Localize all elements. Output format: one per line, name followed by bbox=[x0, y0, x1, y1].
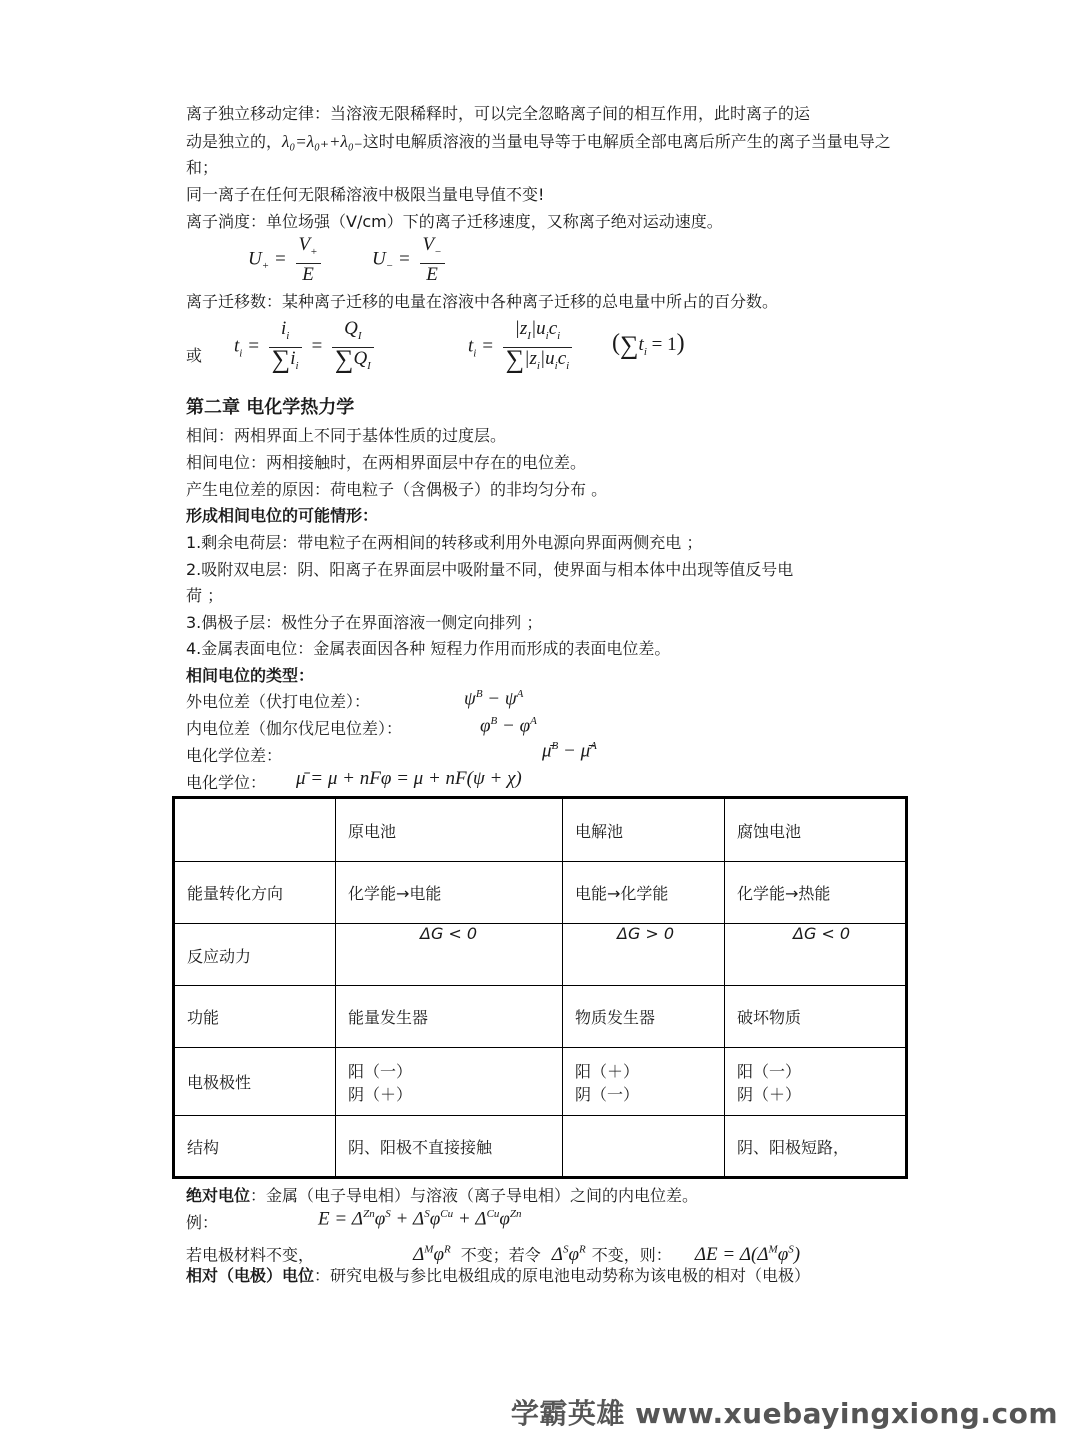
inner-potential-formula: $\varphi^B - \varphi^A$ bbox=[480, 715, 537, 737]
metal-solution-potential: $\Delta^M\varphi^R$ bbox=[413, 1244, 451, 1266]
heading-types: 相间电位的类型： bbox=[186, 666, 315, 685]
intro-line-6: 离子迁移数：某种离子迁移的电量在溶液中各种离子迁移的总电量中所占的百分数。 bbox=[186, 292, 779, 311]
transference-formula-2: $t_i$ = $\frac{|z_I|u_ic_i}{\sum|z_i|u_ic_i}$ bbox=[468, 318, 576, 377]
or-label: 或 bbox=[186, 346, 203, 365]
table-cell: 阴、阳极不直接接触 bbox=[336, 1116, 563, 1178]
absolute-potential-line: 绝对电位：金属（电子导电相）与溶液（离子导电相）之间的内电位差。 bbox=[186, 1186, 699, 1205]
table-cell: 阴、阳极短路， bbox=[725, 1116, 907, 1178]
relative-potential-line: 相对（电极）电位：研究电极与参比电极组成的原电池电动势称为该电极的相对（电极） bbox=[186, 1266, 811, 1285]
table-row bbox=[174, 1116, 907, 1178]
row-label: 电极极性 bbox=[174, 1048, 336, 1116]
transference-sum-formula: $(\sum t_i = 1)$ bbox=[612, 330, 685, 360]
row-label: 反应动力 bbox=[174, 924, 336, 986]
row-label: 功能 bbox=[174, 986, 336, 1048]
type-electrochem-diff: 电化学位差： bbox=[186, 746, 283, 765]
row-label: 能量转化方向 bbox=[174, 862, 336, 924]
chapter-title: 第二章 电化学热力学 bbox=[186, 397, 355, 418]
cell-comparison-table bbox=[172, 796, 908, 1179]
row-label: 结构 bbox=[174, 1116, 336, 1178]
table-cell: 化学能→热能 bbox=[725, 862, 907, 924]
mobility-formula-minus: $U_-$ = $\frac{V_-}{E}$ bbox=[372, 234, 449, 286]
site-watermark: 学霸英雄 www.xuebayingxiong.com bbox=[510, 1397, 1058, 1430]
table-cell: 物质发生器 bbox=[563, 986, 725, 1048]
lambda-formula: λ₀=λ₀₊+λ₀₋ bbox=[282, 132, 363, 151]
case-2b: 荷 ； bbox=[186, 586, 224, 605]
def-phase: 相间：两相界面上不同于基体性质的过度层。 bbox=[186, 426, 507, 445]
table-cell: ΔG < 0 bbox=[336, 924, 563, 986]
table-cell: ΔG < 0 bbox=[725, 924, 907, 986]
delta-e-formula: $\Delta E = \Delta(\Delta^M\varphi^S)$ bbox=[694, 1244, 801, 1266]
def-cause: 产生电位差的原因：荷电粒子（含偶极子）的非均匀分布 。 bbox=[186, 480, 608, 499]
outer-potential-formula: $\psi^B - \psi^A$ bbox=[464, 688, 524, 710]
intro-line-3: 和； bbox=[186, 158, 219, 177]
table-cell: 能量发生器 bbox=[336, 986, 563, 1048]
table-cell: 电能→化学能 bbox=[563, 862, 725, 924]
table-cell: 阳（一） 阴（＋） bbox=[336, 1048, 563, 1116]
table-cell: 阳（＋） 阴（一） bbox=[563, 1048, 725, 1116]
intro-line-5: 离子淌度：单位场强（V/cm）下的离子迁移速度，又称离子绝对运动速度。 bbox=[186, 212, 723, 231]
table-header-cell: 原电池 bbox=[336, 798, 563, 862]
intro-line-4: 同一离子在任何无限稀溶液中极限当量电导值不变! bbox=[186, 185, 545, 204]
condition-line: 若电极材料不变， $\Delta^M\varphi^R$ 不变；若令 $\Delta^S\varphi^R$ 不变，则： $\Delta E = \Delta(\Delta^M\varphi^S)$ bbox=[186, 1244, 801, 1266]
table-cell: 破坏物质 bbox=[725, 986, 907, 1048]
table-row bbox=[174, 986, 907, 1048]
intro-line-2: 动是独立的，λ₀=λ₀₊+λ₀₋这时电解质溶液的当量电导等于电解质全部电离后所产生的离子当量电导之 bbox=[186, 132, 891, 151]
table-header-cell: 腐蚀电池 bbox=[725, 798, 907, 862]
table-cell: ΔG > 0 bbox=[563, 924, 725, 986]
mobility-formula-plus: $U_+$ = $\frac{V_+}{E}$ bbox=[248, 234, 325, 286]
table-row bbox=[174, 862, 907, 924]
example-label: 例： bbox=[186, 1213, 219, 1232]
table-cell bbox=[563, 1116, 725, 1178]
def-interphase-potential: 相间电位：两相接触时，在两相界面层中存在的电位差。 bbox=[186, 453, 587, 472]
electrochem-diff-formula: μ̄$^B$ − μ̄$^A$ bbox=[542, 740, 597, 762]
heading-cases: 形成相间电位的可能情形： bbox=[186, 506, 379, 525]
case-4: 4.金属表面电位：金属表面因各种 短程力作用而形成的表面电位差。 bbox=[186, 639, 671, 658]
table-header-row bbox=[174, 798, 907, 862]
case-2a: 2.吸附双电层：阴、阳离子在界面层中吸附量不同，使界面与相本体中出现等值反号电 bbox=[186, 560, 794, 579]
table-header-cell bbox=[174, 798, 336, 862]
example-emf-formula: $E = \Delta^{Zn}\varphi^S + \Delta^S\varphi^{Cu} + \Delta^{Cu}\varphi^{Zn}$ bbox=[318, 1208, 522, 1230]
transference-formula-1: $t_i$ = $\frac{i_i}{\sum i_i}$ = $\frac{Q_I}{\sum Q_I}$ bbox=[234, 318, 378, 377]
case-3: 3.偶极子层：极性分子在界面溶液一侧定向排列 ； bbox=[186, 613, 543, 632]
type-electrochem: 电化学位： bbox=[186, 773, 267, 792]
table-row bbox=[174, 924, 907, 986]
table-row bbox=[174, 1048, 907, 1116]
electrochem-formula: μ̄ = μ + nFφ = μ + nF(ψ + χ) bbox=[296, 768, 522, 789]
intro-line-1: 离子独立移动定律：当溶液无限稀释时，可以完全忽略离子间的相互作用，此时离子的运 bbox=[186, 104, 811, 123]
type-inner: 内电位差（伽尔伐尼电位差）： bbox=[186, 719, 403, 738]
solution-ref-potential: $\Delta^S\varphi^R$ bbox=[551, 1244, 586, 1266]
table-cell: 化学能→电能 bbox=[336, 862, 563, 924]
table-header-cell: 电解池 bbox=[563, 798, 725, 862]
case-1: 1.剩余电荷层：带电粒子在两相间的转移或利用外电源向界面两侧充电 ； bbox=[186, 533, 703, 552]
table-cell: 阳（一） 阴（＋） bbox=[725, 1048, 907, 1116]
type-outer: 外电位差（伏打电位差）： bbox=[186, 692, 371, 711]
